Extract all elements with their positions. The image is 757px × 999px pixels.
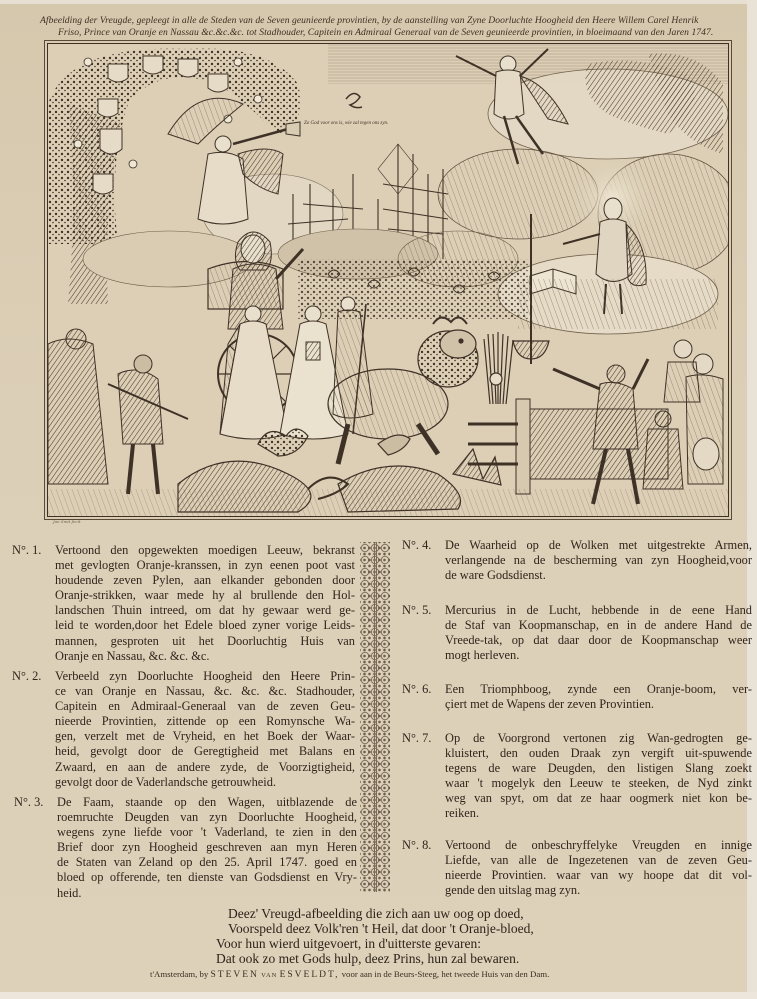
engraving-plate [47,43,729,517]
entry-number: N°. 3. [14,795,44,809]
imprint-prefix: t'Amsterdam, by [150,969,209,979]
engraving-scene [48,44,728,516]
entry-number: N°. 5. [402,603,432,617]
entry-text: Vertoond den opgewekten moedigen Leeuw, bekranst met gevlogten Oranje-kranssen, in zyn eenen poot vast houdende zeven Pylen, aan elkander gebonden door Oranje-strikken, waar mede hy al brullende den Hol- landschen Thuin intreed, om dat hy gewaar werd ge- leid te worden,door het Edele bloed zyner vorige Leids- mannen, gesproten uit het Doorluchtig Huis van Oranje en Nassau, &c. &c. &c. [55,543,355,663]
entry-text: Vertoond de onbeschryffelyke Vreugden en innige Liefde, van alle de Ingezetenen van de zeven Geu- nieerde Provintien. waar van wy hoope dat dit vol- gende den uitslag mag zyn. [445,838,752,898]
entry-number: N°. 1. [12,543,42,557]
verse-line-3: Voor hun wierd uitgevoert, in d'uitterste gevaren: [216,936,481,951]
publisher-imprint [150,969,610,980]
title-line-2: Friso, Prince van Oranje en Nassau &c.&c.&c. tot Stadhouder, Capitein en Admiraal Generaal van de Seven geunieerde provintien, in bloeimaand van den Jaren 1747. [58,27,714,38]
entry-text: Een Triomphboog, zynde een Oranje-boom, ver- çiert met de Wapens der zeven Provintien. [445,682,752,712]
verse-line-1: Deez' Vreugd-afbeelding die zich aan uw oog op doed, [228,906,524,921]
verse-line-4: Dat ook zo met Gods hulp, deez Prins, hun zal bewaren. [216,951,520,966]
entry-number: N°. 7. [402,731,432,745]
entry-text: Verbeeld zyn Doorluchte Hoogheid den Heere Prin- ce van Oranje en Nassau, &c. &c. &c. Stadhouder, Capitein en Admiraal-Generaal van de zeven Geu- nieerde Provintien, zittende op een Romynsche Wa- gen, verzelt met de Vryheid, en het Boek der Waar- heid, gevolgt door de Geregtigheid met Balans en Zwaard, en aan de andere zyde, de Voorzigtigheid, gevolgt door de Vaderlandsche getrouwheid. [55,669,355,789]
entry-text: Mercurius in de Lucht, hebbende in de eene Hand de Staf van Koopmanschap, en in de andere Hand de Vreede-tak, op dat daar door de Koopmanschap weer mogt herleven. [445,603,752,663]
entry-text: Op de Voorgrond vertonen zig Wan-gedrogten ge- kluistert, den ouden Draak zyn vergift uit-spuwende tegens de ware Deugden, den listigen Slang zoekt waar 't mogelyk den Leeuw te steeken, de Nyd zinkt weg van spyt, om dat ze haar oogmerk niet kon be- reiken. [445,731,752,821]
imprint-address: voor aan in de Beurs-Steeg, het tweede Huis van den Dam. [341,969,550,979]
mat-border-top [0,0,757,4]
verse-line-2: Voorspeld deez Volk'ren 't Heil, dat door 't Oranje-bloed, [228,921,534,936]
title-line-1: Afbeelding der Vreugde, gepleegt in alle de Steden van de Seven geunieerde provintien, by de aanstelling van Zyne Doorluchte Hoogheid den Heere Willem Carel Henrik [40,15,699,26]
entry-number: N°. 6. [402,682,432,696]
ornamental-column-divider [360,542,390,892]
mat-border-bottom [0,992,757,999]
publisher-last-name: ESVELDT, [279,970,340,980]
publisher-van: VAN [261,972,278,979]
engraver-signature: Jan Smit fecit [53,519,81,524]
fame-banner-text: Zo God voor ons is, wie zal tegen ons zyn. [304,121,389,126]
entry-number: N°. 4. [402,538,432,552]
entry-number: N°. 8. [402,838,432,852]
print-title [40,15,720,39]
publisher-first-name: STEVEN [210,970,259,980]
entry-number: N°. 2. [12,669,42,683]
entry-text: De Waarheid op de Wolken met uitgestrekte Armen, verlangende na de bescherming van zyn Hoogheid,voor de ware Godsdienst. [445,538,752,583]
entry-text: De Faam, staande op den Wagen, uitblazende de roemruchte Deugden van zyn Doorluchte Hoogheid, wegens zyne liefde voor 't Vaderland, te zien in den Brief door zyn Hoogheid geschreven aan myn Heren de Staten van Zeland op den 25. April 1747. goed en bloed op offerende, ten dienste van Godsdienst en Vry- heid. [57,795,357,900]
